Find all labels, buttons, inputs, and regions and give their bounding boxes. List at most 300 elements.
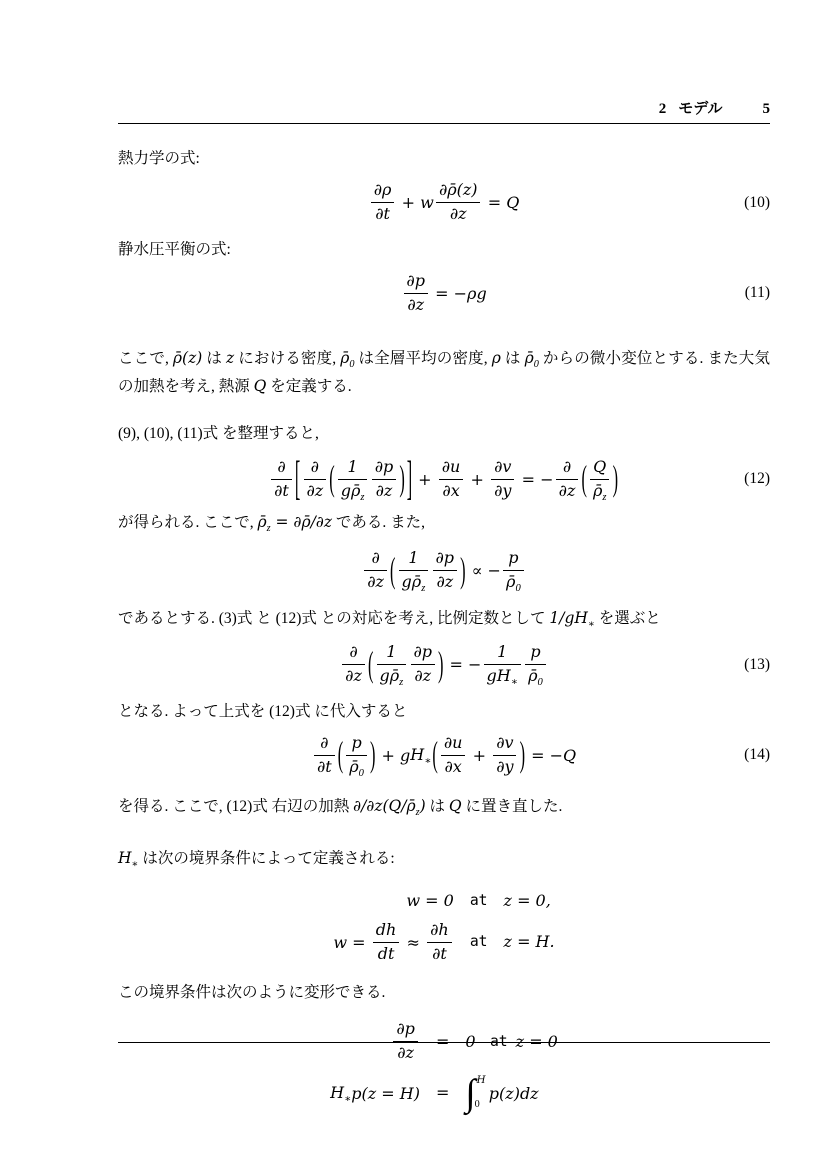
numerator (271, 456, 291, 480)
subscript-group (506, 572, 521, 595)
text-run: からの微小変位とする. また大気の加熱を考え, 熱源 (118, 350, 770, 395)
math-run: = (435, 1031, 450, 1051)
paragraph (118, 509, 770, 537)
fraction (346, 732, 366, 779)
denominator (484, 665, 521, 688)
numerator (441, 732, 465, 756)
denominator (338, 480, 368, 503)
paragraph (118, 793, 770, 821)
subscript-group (340, 349, 355, 371)
integral-lower-limit: 0 (474, 1098, 480, 1110)
denominator (404, 294, 428, 317)
equation-relation (454, 887, 504, 915)
math-run: g (486, 666, 497, 686)
equation-group (118, 887, 770, 970)
display-equation (118, 179, 770, 227)
content (118, 146, 770, 1117)
equation-lhs (330, 1070, 420, 1117)
fraction (493, 732, 516, 779)
math-run: = ∂ρ̄/∂z (270, 513, 332, 532)
numerator (439, 456, 463, 480)
fraction (556, 456, 578, 503)
subscript: ∗ (131, 859, 139, 870)
equation-rhs (504, 887, 555, 915)
subscript-group (257, 513, 271, 535)
numerator (346, 732, 366, 756)
equation-relation (420, 1070, 465, 1117)
numerator (304, 456, 326, 480)
numerator (556, 456, 578, 480)
math-run: 1 (408, 548, 419, 568)
denominator (372, 480, 396, 503)
numerator (436, 179, 480, 203)
equation-row (333, 887, 554, 915)
math-run: ∂ (562, 456, 572, 476)
close-delimiter: ) (460, 548, 466, 591)
fraction (427, 919, 451, 966)
close-delimiter: ) (370, 733, 376, 776)
math-run: ρ (491, 349, 501, 368)
numerator (411, 641, 435, 665)
numerator (377, 641, 407, 665)
math-base: ρ̄ (411, 572, 422, 592)
equation-group (118, 1014, 770, 1117)
math-run: + (396, 193, 421, 213)
math-base: ρ̄ (257, 513, 267, 532)
math-run: p(z = H) (351, 1083, 420, 1103)
integral-limits (476, 1074, 486, 1113)
denominator (314, 756, 334, 779)
math-run: + (376, 745, 400, 765)
math-run: ∂ (320, 732, 329, 752)
numerator (484, 641, 521, 665)
math-run: ∂v (496, 732, 514, 752)
math-run: g (340, 480, 351, 500)
fraction (484, 641, 521, 688)
math-run: ∂p (396, 1019, 415, 1039)
open-delimiter: [ (294, 450, 301, 506)
fraction (399, 547, 429, 594)
fraction (342, 641, 364, 688)
denominator (433, 571, 457, 594)
denominator (399, 571, 429, 594)
text-run: は (202, 350, 227, 368)
math-run: = − (516, 469, 554, 489)
math-run: ∂t (274, 480, 289, 500)
equation-body (362, 547, 526, 594)
open-delimiter: ( (390, 548, 396, 591)
equation-row (330, 1070, 558, 1117)
math-run: ∂u (443, 732, 463, 752)
paragraph (118, 845, 770, 873)
section-title: モデル (678, 100, 723, 117)
math-run: ∂ρ̄(z) (438, 180, 478, 200)
math-run: ∂ (277, 456, 286, 476)
subscript: 0 (515, 583, 521, 595)
denominator (503, 571, 523, 594)
integral (465, 1074, 485, 1113)
fraction (314, 732, 334, 779)
math-base: ρ̄ (592, 480, 603, 500)
subscript-group (574, 608, 595, 631)
math-run: = − (444, 655, 482, 675)
equation-rhs-body (504, 932, 555, 951)
equation-number: (10) (744, 193, 770, 211)
math-run: ∂ (349, 642, 358, 662)
subscript: 0 (533, 359, 539, 371)
subscript: z (415, 807, 420, 819)
denominator (556, 480, 578, 503)
equation-body (401, 270, 486, 317)
math-run: ρ̄(z) (172, 349, 203, 368)
math-base: H (574, 608, 588, 627)
denominator (346, 756, 366, 779)
math-run: ∂ (310, 456, 319, 476)
numerator (493, 732, 516, 756)
math-run: ∂h (430, 919, 449, 939)
display-equation (118, 641, 770, 689)
math-run: p (351, 732, 362, 752)
numerator (399, 547, 429, 571)
equation-rhs-body (504, 891, 551, 910)
math-run: = − (526, 745, 564, 765)
fraction (377, 641, 407, 688)
subscript-group (524, 349, 539, 371)
close-delimiter: ) (612, 457, 618, 500)
paragraph (118, 699, 770, 726)
subscript-group (496, 666, 518, 689)
fraction (371, 179, 394, 226)
open-delimiter: ( (367, 642, 374, 685)
math-run: + (467, 745, 492, 765)
math-run: g (400, 745, 411, 765)
math-run: + (413, 469, 437, 489)
math-run: ∂y (496, 756, 514, 776)
close-delimiter: ] (406, 450, 413, 506)
denominator (342, 665, 364, 688)
math-run: ∝ − (466, 561, 501, 581)
denominator (525, 665, 545, 688)
math-base: ρ̄ (349, 756, 359, 776)
equation-body (340, 641, 548, 688)
math-run: Q (448, 797, 462, 816)
tt-run: at (469, 933, 488, 951)
text-run: を選ぶと (594, 609, 661, 627)
text-run: は全層平均の密度, (354, 350, 492, 368)
paragraph (118, 345, 770, 400)
numerator (590, 456, 609, 480)
fraction (433, 547, 457, 594)
equation-relation-body (436, 1083, 449, 1102)
math-base: H (496, 666, 511, 686)
fraction (503, 547, 523, 594)
numerator (314, 732, 334, 756)
denominator (590, 480, 609, 503)
display-equation (118, 547, 770, 595)
math-run: ∂u (441, 456, 461, 476)
math-run: w = (333, 932, 371, 952)
math-run: ∂t (316, 756, 332, 776)
text-run: を得る. ここで, (12)式 右辺の加熱 (118, 798, 354, 816)
subscript-group (349, 756, 364, 779)
math-run: dh (375, 919, 397, 939)
math-run: ∂z (558, 480, 576, 500)
fraction (436, 179, 480, 226)
equation-align-table (330, 1014, 558, 1117)
denominator (271, 480, 291, 503)
numerator (371, 179, 394, 203)
paragraph (118, 421, 770, 448)
math-run: ∂ (371, 548, 380, 568)
display-equation (118, 731, 770, 779)
math-run: ∂p (435, 548, 455, 568)
subscript-group (528, 666, 543, 689)
math-base: ρ̄ (340, 349, 350, 368)
math-run: ∂x (444, 756, 462, 776)
subscript: 0 (349, 359, 355, 371)
subscript: z (399, 677, 404, 689)
equation-lhs (333, 915, 453, 970)
math-run: ∂p (413, 642, 432, 662)
open-delimiter: ( (432, 733, 438, 776)
equation-number: (12) (744, 470, 770, 488)
paragraph (118, 237, 770, 264)
math-run: p (530, 642, 541, 662)
header-section-label (659, 97, 723, 118)
fraction (525, 641, 545, 688)
equation-rhs-body (465, 1074, 538, 1113)
text-run: 熱力学の式: (118, 150, 200, 167)
math-base: ρ̄ (528, 666, 538, 686)
fraction (411, 641, 435, 688)
open-delimiter: ( (337, 733, 344, 776)
denominator (371, 203, 394, 226)
text-run: が得られる. ここで, (118, 514, 258, 532)
subscript: 0 (358, 767, 364, 779)
math-run: 1 (386, 642, 397, 662)
numerator (404, 270, 428, 294)
denominator (493, 756, 516, 779)
equation-number: (11) (744, 284, 770, 302)
math-base: ρ̄ (406, 797, 416, 816)
text-run: となる. よって上式を (12)式 に代入すると (118, 702, 408, 720)
numerator (372, 456, 396, 480)
numerator (364, 547, 386, 571)
paragraph (118, 146, 770, 173)
text-run: この境界条件は次のように変形できる. (118, 983, 386, 1001)
math-run: g (379, 666, 390, 686)
math-run: + (465, 469, 490, 489)
fraction (590, 456, 609, 503)
math-run: p(z)dz (488, 1083, 539, 1103)
footer-rule (118, 1042, 770, 1043)
math-run: ∂x (442, 480, 460, 500)
math-run: 1 (347, 456, 358, 476)
denominator (377, 665, 407, 688)
math-run: ≈ (401, 932, 426, 952)
math-run: ∂z (449, 204, 467, 224)
equation-rhs (465, 1070, 558, 1117)
subscript-group (118, 848, 139, 870)
equation-relation-body (470, 892, 488, 909)
numerator (525, 641, 545, 665)
subscript-group (406, 797, 420, 819)
denominator (304, 480, 326, 503)
equation-body (269, 450, 619, 506)
subscript: z (360, 491, 365, 503)
tt-run: at (489, 1032, 508, 1050)
text-run: 静水圧平衡の式: (118, 240, 231, 258)
numerator (373, 919, 399, 943)
display-equation (118, 269, 770, 317)
denominator (427, 943, 451, 966)
math-run: Q (563, 745, 577, 765)
denominator (364, 571, 386, 594)
equation-number: (14) (744, 746, 770, 764)
math-run: ∂z (345, 666, 362, 686)
equation-lhs-body (333, 919, 453, 966)
math-base: ρ̄ (350, 480, 361, 500)
numerator (427, 919, 451, 943)
math-run: 1 (497, 642, 508, 662)
numerator (491, 456, 514, 480)
equation-number: (13) (744, 655, 770, 673)
close-delimiter: ) (438, 642, 444, 685)
subscript-group (389, 666, 404, 689)
subscript: z (602, 491, 607, 503)
math-run: Q (253, 376, 267, 395)
math-run: ∂ρ (373, 180, 392, 200)
fraction (372, 456, 396, 503)
denominator (436, 203, 480, 226)
text-run: であるとする. (3)式 と (12)式 との対応を考え, 比例定数として (118, 609, 550, 627)
numerator (342, 641, 364, 665)
subscript: ∗ (510, 677, 518, 689)
equation-align-table (333, 887, 554, 970)
subscript-group (592, 480, 607, 503)
math-run: = −ρg (430, 283, 487, 303)
math-run: ∂/∂z(Q/ (353, 797, 407, 816)
math-run: Q (506, 193, 520, 213)
denominator (491, 480, 514, 503)
text-run: を定義する. (266, 377, 352, 395)
math-run: ∂z (367, 572, 384, 592)
subscript-group (330, 1083, 352, 1106)
math-run: w = 0 (406, 890, 454, 910)
fraction (271, 456, 291, 503)
open-delimiter: ( (581, 457, 587, 500)
math-run: ∂y (494, 480, 512, 500)
equation-body (369, 179, 520, 226)
close-delimiter: ) (399, 457, 405, 500)
numerator (393, 1018, 417, 1042)
page-body (118, 0, 770, 1117)
math-base: H (410, 745, 425, 765)
math-base: H (330, 1083, 345, 1103)
math-base: H (118, 848, 132, 867)
paragraph (118, 980, 770, 1007)
equation-row (333, 915, 554, 970)
integral-icon: ∫ (465, 1072, 476, 1114)
math-run: ∂z (306, 480, 324, 500)
close-delimiter: ) (519, 733, 526, 776)
running-header (118, 0, 770, 124)
math-base: ρ̄ (524, 349, 534, 368)
subscript-group (411, 572, 426, 595)
math-run: 0 (465, 1031, 476, 1051)
fraction (364, 547, 386, 594)
math-base: ρ̄ (389, 666, 400, 686)
equation-lhs (333, 887, 453, 915)
fraction (304, 456, 326, 503)
section-number: 2 (658, 101, 667, 117)
fraction (491, 456, 514, 503)
equation-rhs (504, 915, 555, 970)
paragraph (118, 605, 770, 633)
numerator (338, 456, 368, 480)
equation-lhs-body (406, 891, 453, 910)
denominator (439, 480, 463, 503)
text-run: (9), (10), (11)式 を整理すると, (118, 424, 319, 442)
subscript: ∗ (587, 619, 595, 631)
open-delimiter: ( (329, 457, 335, 500)
fraction (373, 919, 399, 966)
text-run: ここで, (118, 350, 173, 368)
subscript-group (410, 745, 432, 768)
math-run: Q (593, 456, 607, 476)
text-run: は (500, 350, 525, 368)
math-run: p (508, 548, 519, 568)
math-run: = (482, 193, 507, 213)
equation-relation (454, 915, 504, 970)
denominator (411, 665, 435, 688)
integral-upper-limit: H (476, 1073, 486, 1086)
fraction (439, 456, 463, 503)
math-run: ) (419, 797, 426, 816)
math-run: ∂t (432, 943, 447, 963)
math-run: z = 0, (503, 890, 551, 910)
math-run: ∂p (374, 456, 394, 476)
denominator (393, 1042, 417, 1065)
equation-relation-body (470, 933, 488, 950)
math-run: ∂z (397, 1043, 414, 1063)
text-run: は (425, 798, 449, 816)
math-run: ∂t (375, 204, 390, 224)
math-run: ∂z (436, 572, 454, 592)
text-run: である. また, (332, 514, 426, 532)
math-run: dt (377, 943, 395, 963)
math-run: ∂z (414, 666, 432, 686)
subscript: ∗ (344, 1094, 352, 1106)
math-run: ∂p (406, 270, 425, 290)
math-run: ∂z (407, 294, 425, 314)
math-run: ∂v (494, 456, 512, 476)
equation-lhs-body (330, 1083, 420, 1106)
numerator (433, 547, 457, 571)
display-equation (118, 450, 770, 506)
subscript: z (266, 523, 271, 535)
math-run: z = H. (503, 932, 555, 952)
subscript: ∗ (424, 756, 432, 768)
denominator (373, 943, 399, 966)
math-run: g (401, 572, 412, 592)
text-run: における密度, (234, 350, 341, 368)
fraction (404, 270, 428, 317)
tt-run: at (469, 891, 488, 909)
page-number: 5 (762, 101, 770, 117)
subscript: z (421, 583, 426, 595)
math-run: 1/g (549, 608, 575, 627)
